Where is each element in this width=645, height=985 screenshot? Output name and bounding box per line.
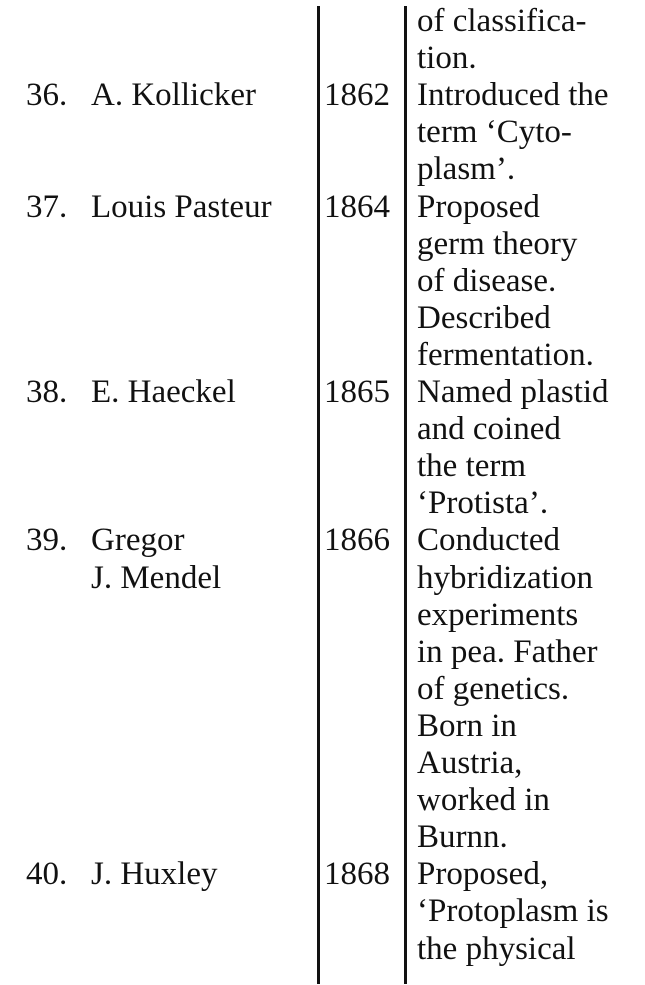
entry-description-line: germ theory (417, 225, 578, 262)
entry-year: 1865 (324, 374, 390, 410)
entry-description-line: Proposed (417, 188, 540, 225)
entry-number: 40. (26, 856, 68, 893)
entry-description-line: the term (417, 448, 527, 485)
entry-description-line: term ‘Cyto- (417, 114, 572, 151)
column-divider-left (317, 6, 320, 984)
entry-year: 1868 (324, 856, 390, 893)
entry-number: 38. (26, 374, 68, 410)
entry-name-line: A. Kollicker (91, 77, 256, 114)
entry-description-line: in pea. Father (417, 633, 598, 670)
entry-description-line: Burnn. (417, 819, 508, 856)
entry-number: 39. (26, 522, 68, 559)
entry-description-line: Austria, (417, 745, 523, 781)
entry-description-line: Proposed, (417, 856, 549, 893)
column-divider-right (404, 6, 407, 984)
continuation-description-line: of classifica- (417, 3, 587, 39)
continuation-description-line: tion. (417, 40, 477, 77)
entry-name-line: Louis Pasteur (91, 188, 272, 225)
entry-description-line: the physical (417, 930, 576, 967)
entry-number: 36. (26, 77, 68, 114)
entry-description-line: Born in (417, 707, 517, 744)
entry-description-line: ‘Protista’. (417, 485, 549, 522)
entry-description-line: worked in (417, 782, 550, 819)
entry-description-line: and coined (417, 411, 561, 448)
entry-description-line: Named plastid (417, 374, 609, 410)
entry-year: 1866 (324, 522, 390, 559)
entry-description-line: of disease. (417, 262, 557, 299)
entry-description-line: plasm’. (417, 151, 516, 188)
entry-description-line: experiments (417, 596, 579, 633)
entry-description-line: Introduced the (417, 77, 609, 114)
entry-name-line: Gregor (91, 522, 185, 559)
entry-name-line: J. Mendel (91, 559, 222, 596)
entry-description-line: Conducted (417, 522, 560, 559)
entry-description-line: fermentation. (417, 336, 594, 373)
entry-description-line: Described (417, 299, 551, 336)
entry-year: 1864 (324, 188, 390, 225)
entry-description-line: of genetics. (417, 670, 570, 707)
entry-year: 1862 (324, 77, 390, 114)
entry-number: 37. (26, 188, 68, 225)
entry-description-line: ‘Protoplasm is (417, 893, 609, 930)
entry-description-line: hybridization (417, 559, 593, 596)
entry-name-line: E. Haeckel (91, 374, 236, 410)
entry-name-line: J. Huxley (91, 856, 218, 893)
